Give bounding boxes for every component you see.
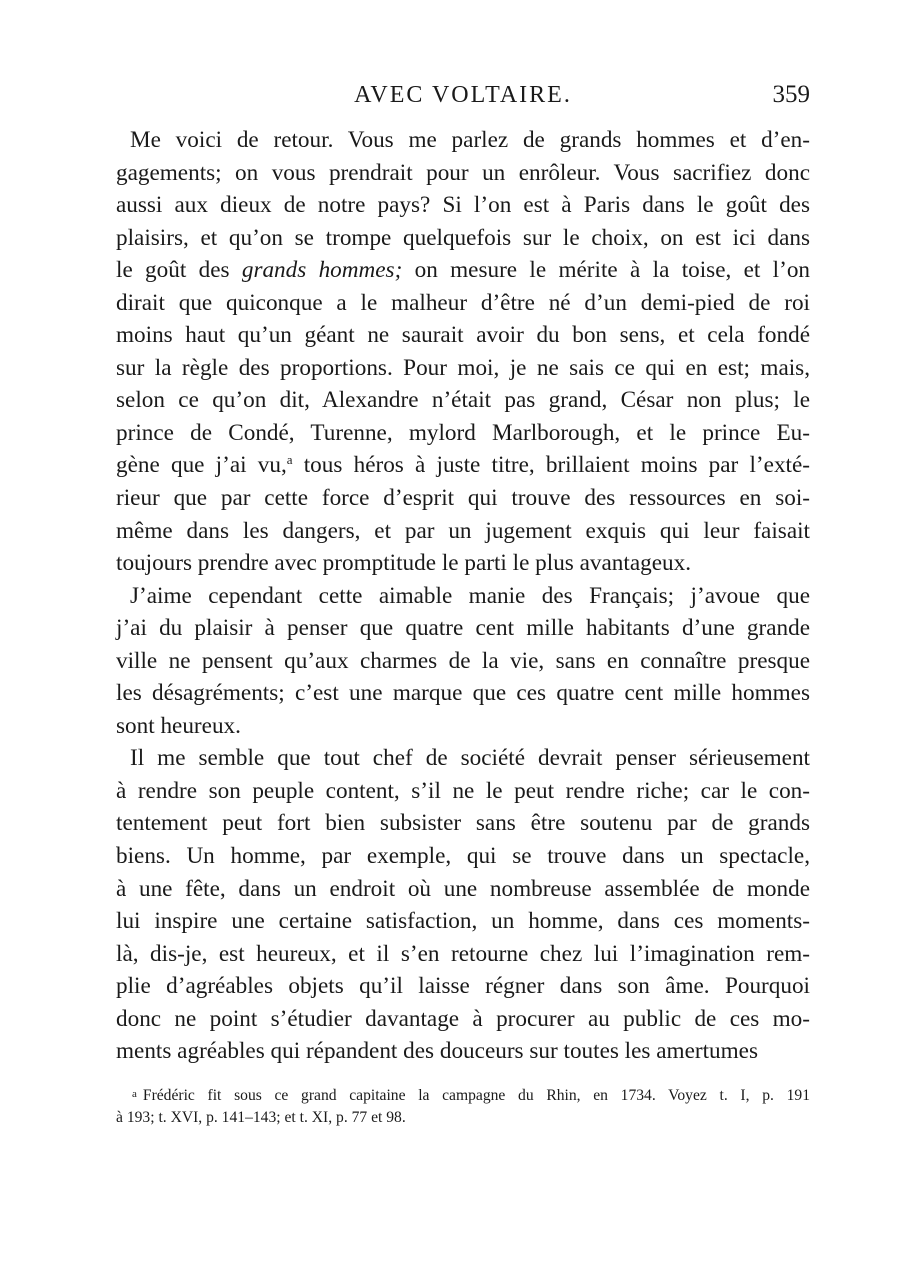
text-line: sur la règle des proportions. Pour moi, je ne sais ce qui en est; mais,	[116, 354, 810, 381]
text-line: à une fête, dans un endroit où une nombreuse assemblée de monde	[116, 875, 810, 902]
text-line: là, dis-je, est heureux, et il s’en retourne chez lui l’imagination rem-	[116, 940, 810, 967]
footnotes	[116, 1083, 810, 1129]
text-line: gagements; on vous prendrait pour un enrôleur. Vous sacrifiez donc	[116, 159, 810, 186]
text-segment: tous héros à juste titre, brillaient moins par l’exté-	[292, 452, 810, 479]
text-line: à rendre son peuple content, s’il ne le peut rendre riche; car le con-	[116, 777, 810, 804]
footnote-marker: a	[132, 1088, 137, 1100]
text-line: biens. Un homme, par exemple, qui se trouve dans un spectacle,	[116, 843, 810, 870]
footnote-line	[116, 1106, 810, 1129]
text-line: ments agréables qui répandent des douceurs sur toutes les amertumes	[116, 1038, 758, 1065]
text-line: j’ai du plaisir à penser que quatre cent mille habitants d’une grande	[116, 615, 810, 642]
text-line: J’aime cependant cette aimable manie des Français; j’avoue que	[130, 582, 810, 609]
text-line: Il me semble que tout chef de société devrait penser sérieusement	[130, 745, 810, 772]
text-line: rieur que par cette force d’esprit qui trouve des ressources en soi-	[116, 485, 810, 512]
footnote-line	[116, 1083, 810, 1106]
text-line	[116, 449, 810, 482]
footnote-text: Frédéric fit sous ce grand capitaine la campagne du Rhin, en 1734. Voyez t. I, p. 191	[142, 1087, 810, 1104]
body-text	[116, 124, 810, 1068]
text-segment: on mesure le mérite à la toise, et l’on	[402, 257, 811, 284]
text-line: tentement peut fort bien subsister sans être soutenu par de grands	[116, 810, 810, 837]
text-line: prince de Condé, Turenne, mylord Marlborough, et le prince Eu-	[116, 419, 810, 446]
text-segment: le goût des	[116, 257, 242, 284]
text-line: les désagréments; c’est une marque que ces quatre cent mille hommes	[116, 680, 810, 707]
text-line: lui inspire une certaine satisfaction, un homme, dans ces moments-	[116, 908, 810, 935]
text-line: moins haut qu’un géant ne saurait avoir du bon sens, et cela fondé	[116, 322, 810, 349]
text-line: toujours prendre avec promptitude le parti le plus avantageux.	[116, 550, 691, 577]
text-line: Me voici de retour. Vous me parlez de grands hommes et d’en-	[130, 127, 810, 153]
text-line: dirait que quiconque a le malheur d’être né d’un demi-pied de roi	[116, 289, 810, 316]
footnote-text: à 193; t. XVI, p. 141–143; et t. XI, p. 77 et 98.	[116, 1109, 406, 1126]
footnote-reference[interactable]: a	[286, 452, 293, 468]
text-segment: gène que j’ai vu,	[116, 452, 287, 479]
text-line	[116, 254, 810, 287]
italic-phrase: grands hommes;	[241, 257, 403, 284]
page-number: 359	[772, 81, 810, 108]
text-line: donc ne point s’étudier davantage à procurer au public de ces mo-	[116, 1005, 810, 1032]
text-line: plaisirs, et qu’on se trompe quelquefois sur le choix, on est ici dans	[116, 224, 810, 251]
text-line: sont heureux.	[116, 712, 241, 739]
text-line: même dans les dangers, et par un jugement exquis qui leur faisait	[116, 517, 810, 544]
text-line: aussi aux dieux de notre pays? Si l’on est à Paris dans le goût des	[116, 192, 810, 219]
text-line: plie d’agréables objets qu’il laisse régner dans son âme. Pourquoi	[116, 973, 810, 1000]
text-line: selon ce qu’on dit, Alexandre n’était pas grand, César non plus; le	[116, 387, 810, 414]
text-line: ville ne pensent qu’aux charmes de la vie, sans en connaître presque	[116, 647, 810, 674]
running-title: AVEC VOLTAIRE.	[354, 82, 572, 108]
page-header	[116, 78, 810, 118]
